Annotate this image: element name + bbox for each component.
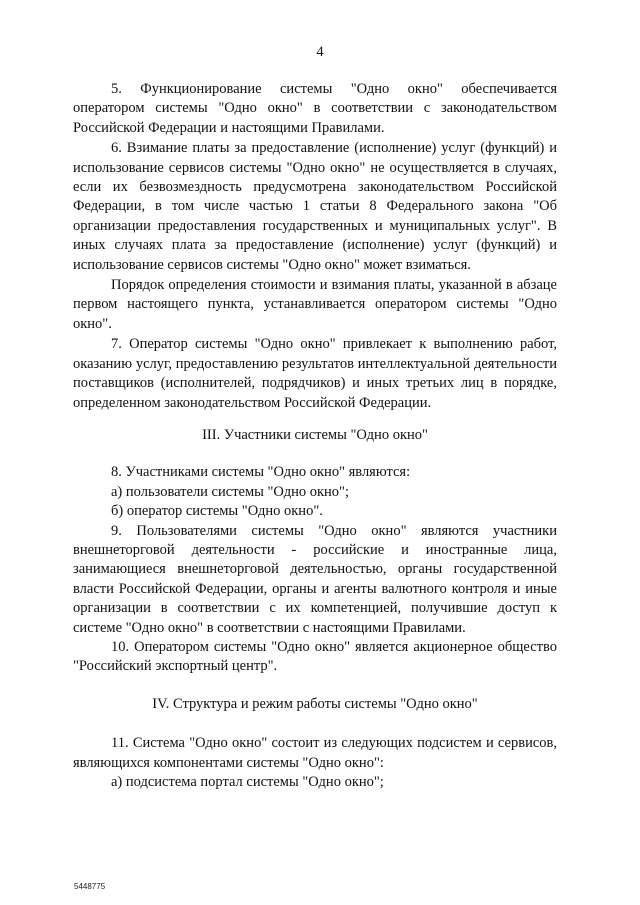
paragraph-6-cost-order: Порядок определения стоимости и взимания платы, указанной в абзаце первом настоящего пункта, устанавливается оператором системы "Одно окно".	[73, 277, 557, 332]
section-heading-structure: IV. Структура и режим работы системы "Одно окно"	[152, 695, 478, 712]
paragraph-8-item-b: б) оператор системы "Одно окно".	[111, 503, 323, 520]
paragraph-5: 5. Функционирование системы "Одно окно" обеспечивается оператором системы "Одно окно" в соответствии с законодательством Российской Федерации и настоящими Правилами.	[73, 81, 557, 136]
paragraph-11-item-a: а) подсистема портал системы "Одно окно";	[111, 774, 384, 790]
paragraph-8: 8. Участниками системы "Одно окно" являются:	[111, 464, 411, 481]
paragraph-8-item-a: а) пользователи системы "Одно окно";	[111, 483, 349, 500]
paragraph-10: 10. Оператором системы "Одно окно" является акционерное общество "Российский экспортный центр".	[73, 638, 557, 675]
section-heading-participants: III. Участники системы "Одно окно"	[202, 426, 428, 443]
paragraph-7: 7. Оператор системы "Одно окно" привлекает к выполнению работ, оказанию услуг, предоставлению результатов интеллектуальной деятельности поставщиков (исполнителей, подрядчиков) и иных третьих лиц в порядке, определенном законодательством Российской Федерации.	[73, 336, 557, 411]
paragraph-6: 6. Взимание платы за предоставление (исполнение) услуг (функций) и использование сервисов системы "Одно окно" не осуществляется в случаях, если их безвозмездность предусмотрена законодательством Российской Федерации, в том числе частью 1 статьи 8 Федерального закона "Об организации предоставления государственных и муниципальных услуг". В иных случаях плата за предоставление (исполнение) услуг (функций) и использование сервисов системы "Одно окно" может взиматься.	[73, 140, 557, 273]
page-number: 4	[316, 44, 324, 60]
paragraph-11: 11. Система "Одно окно" состоит из следующих подсистем и сервисов, являющихся компонентами системы "Одно окно":	[73, 735, 557, 771]
document-id: 5448775	[74, 882, 106, 891]
paragraph-9: 9. Пользователями системы "Одно окно" являются участники внешнеторговой деятельности - российские и иностранные лица, занимающиеся внешнеторговой деятельностью, органы государственной власти Российской Федерации, органы и агенты валютного контроля и иные организации в соответствии с их компетенцией, получившие доступ к системе "Одно окно" в соответствии с настоящими Правилами.	[73, 522, 557, 636]
document-body	[73, 80, 557, 792]
